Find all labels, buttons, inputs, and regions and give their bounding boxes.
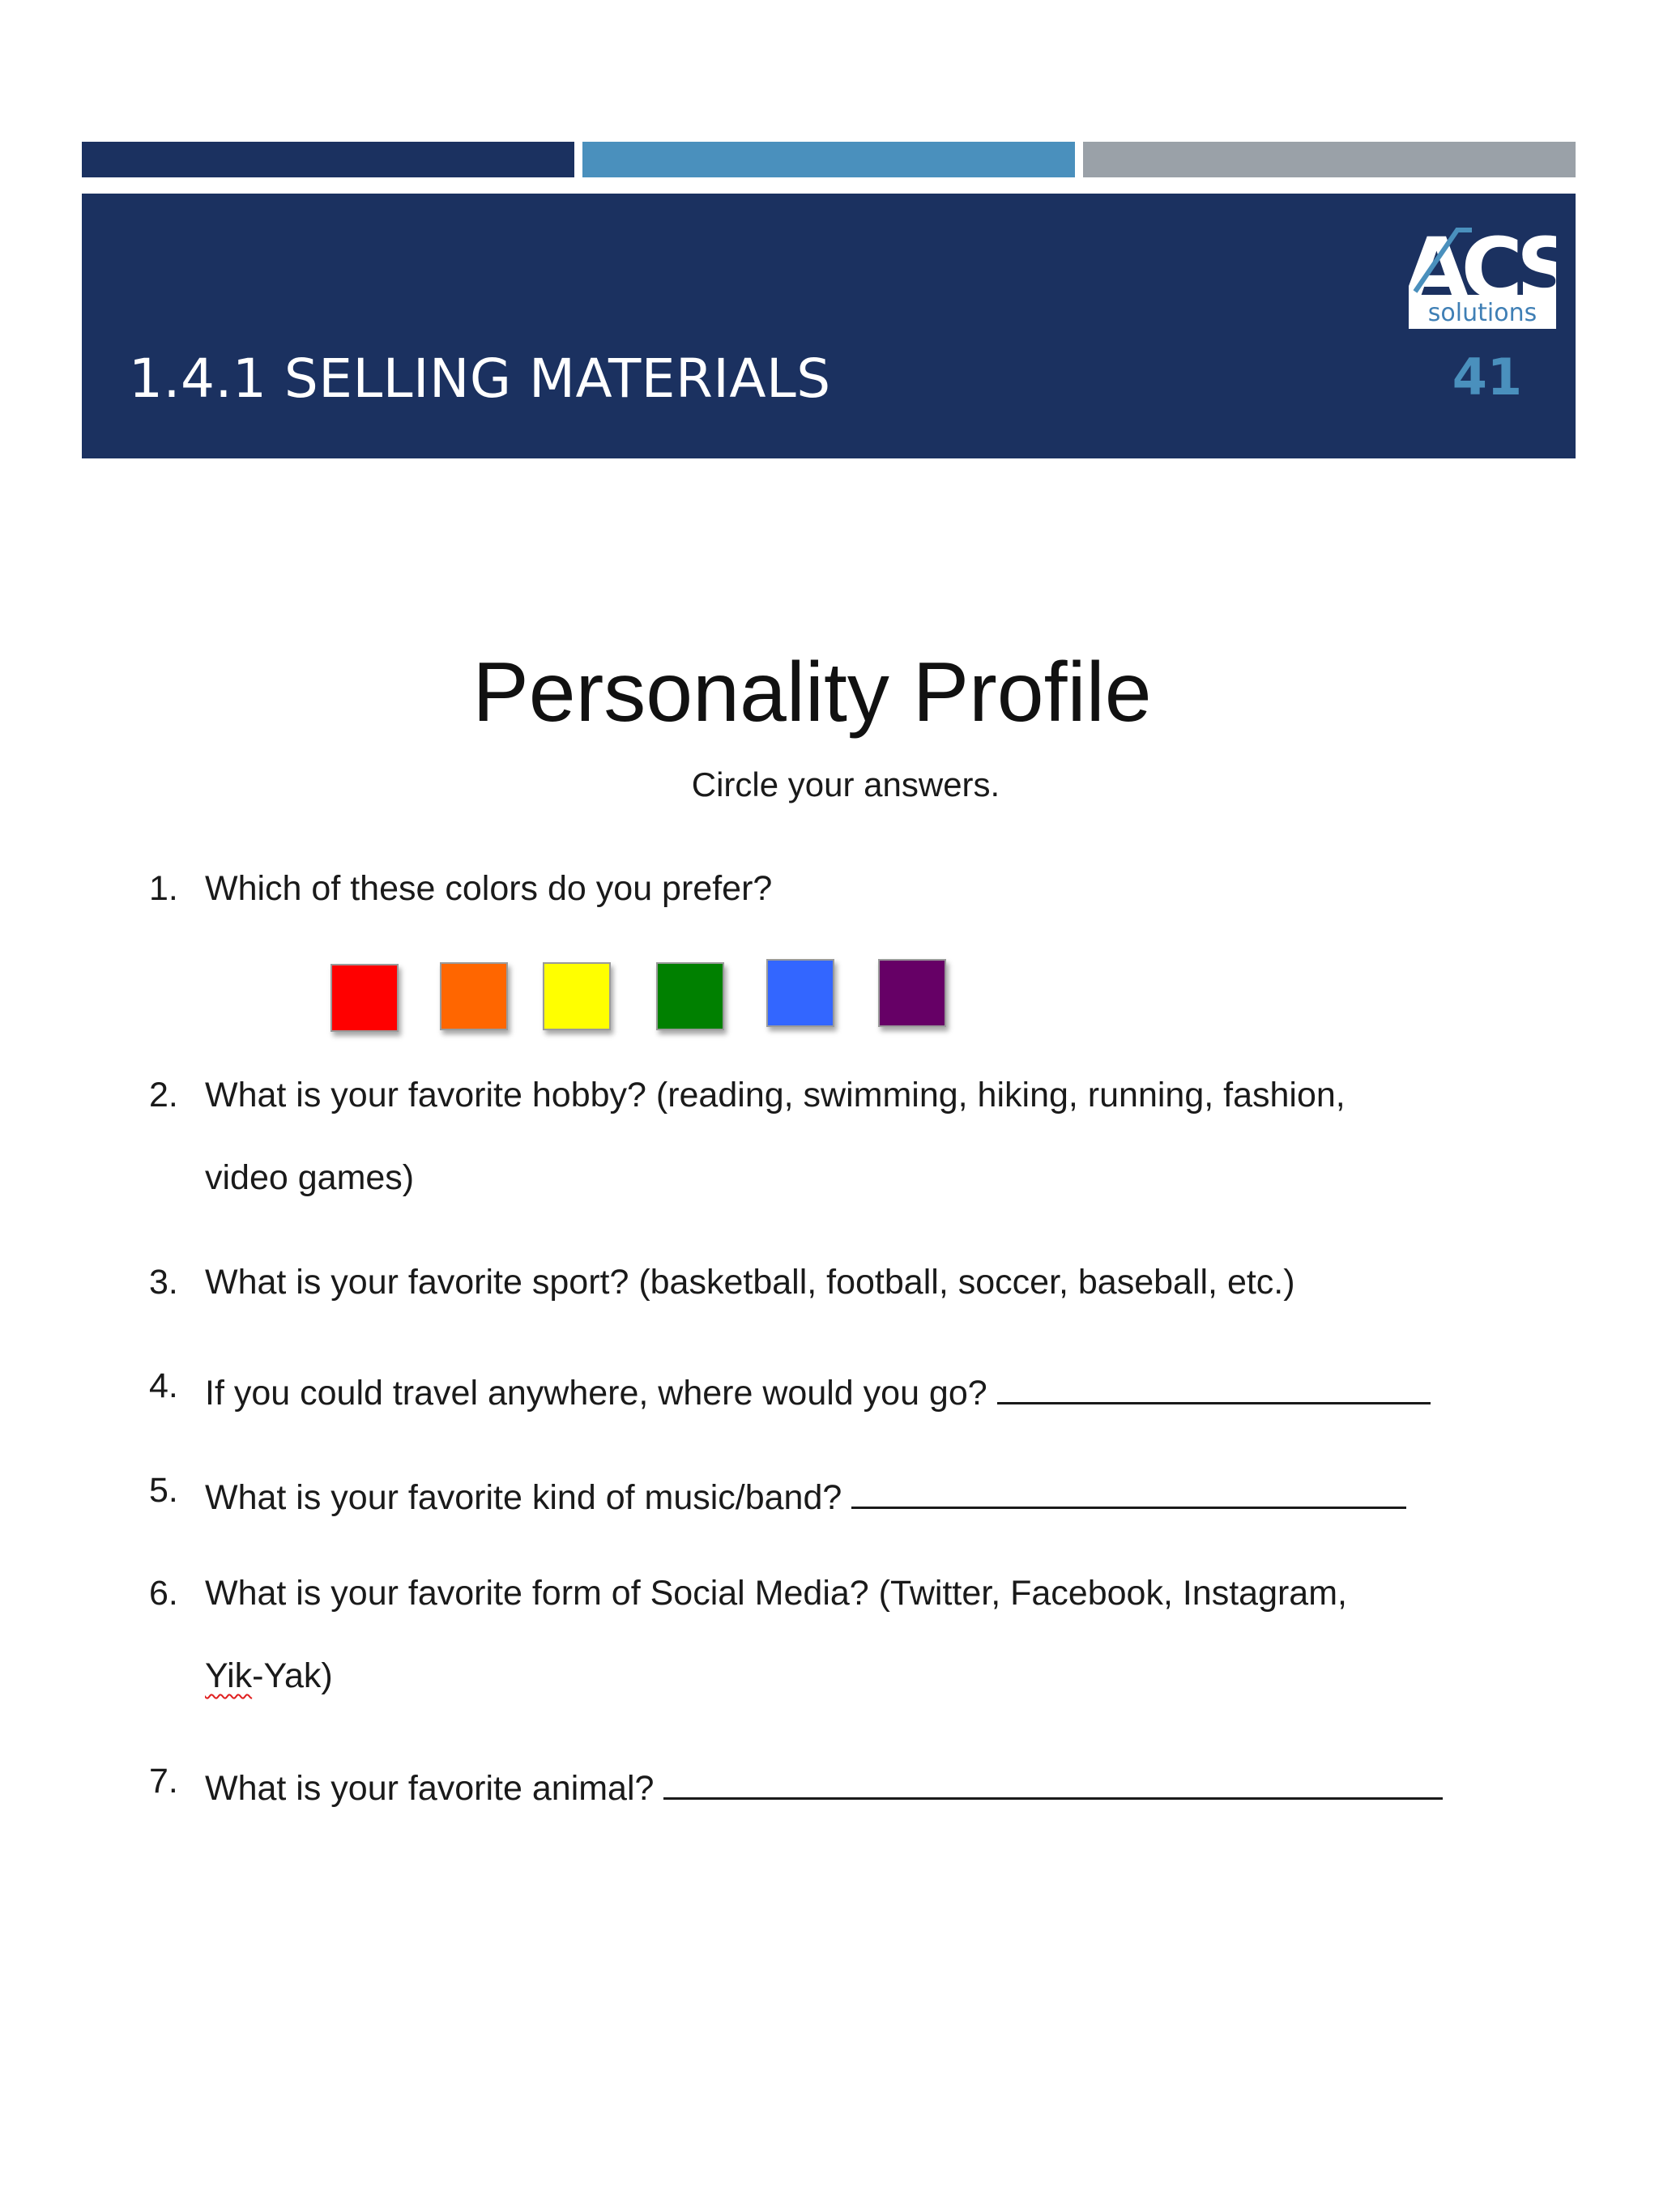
question-2-continuation: video games) xyxy=(205,1158,415,1197)
question-text: What is your favorite kind of music/band? xyxy=(205,1478,842,1517)
answer-blank[interactable] xyxy=(851,1471,1406,1509)
question-text: What is your favorite hobby? (reading, swimming, hiking, running, fashion, xyxy=(205,1076,1346,1115)
question-number: 6. xyxy=(149,1574,178,1613)
question-text: If you could travel anywhere, where would you go? xyxy=(205,1374,987,1413)
svg-text:ACS: ACS xyxy=(1409,224,1556,318)
document-title: Personality Profile xyxy=(472,646,1152,739)
answer-blank[interactable] xyxy=(663,1762,1443,1800)
question-number: 4. xyxy=(149,1366,178,1405)
question-number: 2. xyxy=(149,1076,178,1115)
color-swatch-red[interactable] xyxy=(331,964,399,1032)
question-number: 1. xyxy=(149,869,178,908)
question-text: What is your favorite animal? xyxy=(205,1769,655,1808)
document-instructions: Circle your answers. xyxy=(691,765,1000,803)
question-text: What is your favorite form of Social Media? (Twitter, Facebook, Instagram, xyxy=(205,1574,1347,1613)
color-swatch-green[interactable] xyxy=(656,962,724,1030)
color-swatch-orange[interactable] xyxy=(440,962,508,1030)
color-swatch-blue[interactable] xyxy=(766,959,834,1027)
continuation-text: -Yak) xyxy=(252,1656,333,1695)
question-text: Which of these colors do you prefer? xyxy=(205,869,773,908)
color-swatch-purple[interactable] xyxy=(878,959,946,1027)
slide-page-number: 41 xyxy=(1452,347,1522,407)
svg-text:solutions: solutions xyxy=(1427,299,1537,327)
question-6-continuation xyxy=(205,1656,333,1696)
spellcheck-word: Yik xyxy=(205,1656,253,1695)
color-swatch-yellow[interactable] xyxy=(543,962,611,1030)
question-number: 5. xyxy=(149,1471,178,1510)
answer-blank[interactable] xyxy=(997,1366,1431,1404)
slide-title: 1.4.1 SELLING MATERIALS xyxy=(129,347,831,410)
question-number: 3. xyxy=(149,1263,178,1302)
question-text: What is your favorite sport? (basketball, football, soccer, baseball, etc.) xyxy=(205,1263,1295,1302)
question-number: 7. xyxy=(149,1762,178,1801)
